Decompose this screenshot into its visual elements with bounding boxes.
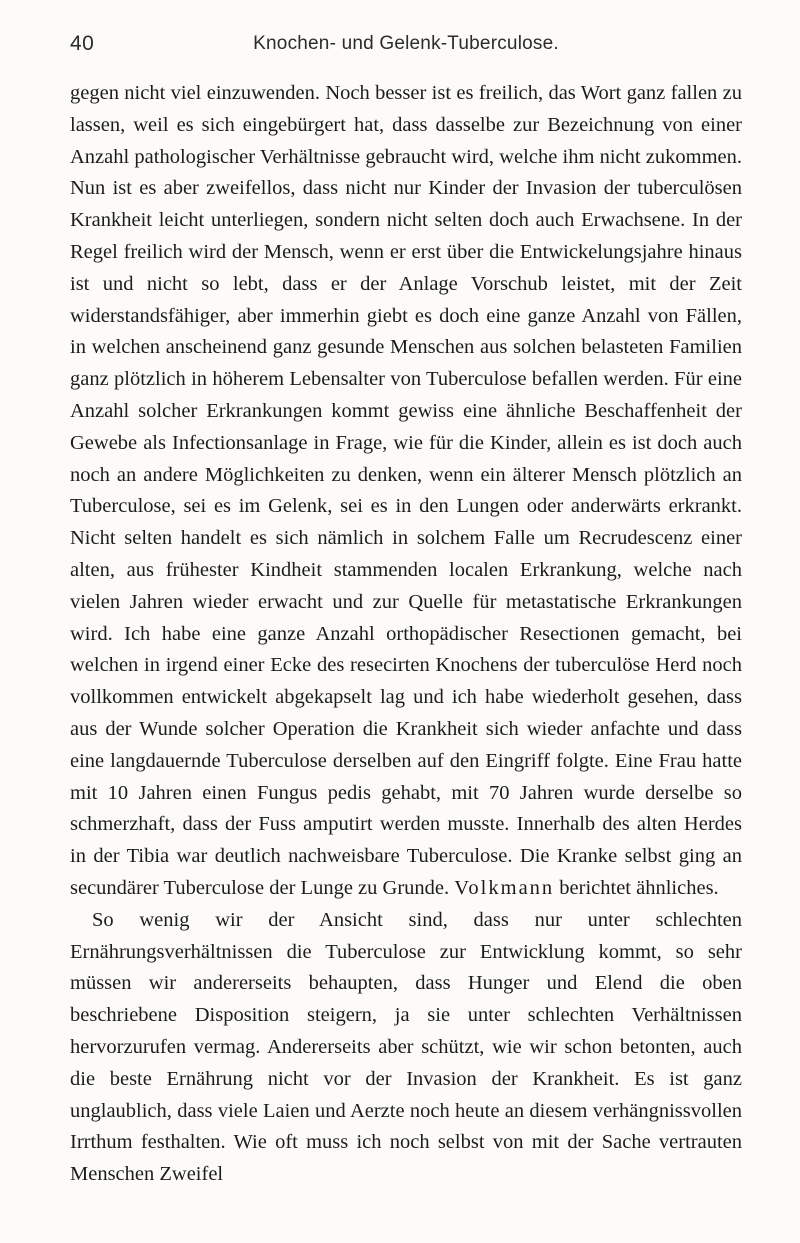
page-number: 40 (70, 32, 95, 55)
author-name-volkmann: Volkmann (454, 876, 555, 899)
paragraph-2 (70, 905, 742, 1191)
paragraph-1 (70, 78, 742, 905)
body-text (70, 78, 742, 1191)
running-title: Knochen- und Gelenk-Tuberculose. (253, 33, 559, 54)
paragraph-2-text: So wenig wir der Ansicht sind, dass nur unter schlechten Ernährungsverhältnissen die Tuberculose zur Entwicklung kommt, so sehr müssen wir andererseits behaupten, dass Hunger und Elend die oben beschriebene Disposition steigern, ja sie unter schlechten Verhältnissen hervorzurufen vermag. Andererseits aber schützt, wie wir schon betonten, auch die beste Ernährung nicht vor der Invasion der Krankheit. Es ist ganz unglaublich, dass viele Laien und Aerzte noch heute an diesem verhängnissvollen Irrthum festhalten. Wie oft muss ich noch selbst von mit der Sache vertrauten Menschen Zweifel (70, 908, 742, 1186)
page-header (70, 30, 742, 58)
paragraph-1-tail-after: berichtet ähnliches. (554, 876, 719, 899)
paragraph-1-text: gegen nicht viel einzuwenden. Noch besser ist es freilich, das Wort ganz fallen zu lassen, weil es sich eingebürgert hat, dass dasselbe zur Bezeichnung von einer Anzahl pathologischer Verhältnisse gebraucht wird, welche ihm nicht zukommen. Nun ist es aber zweifellos, dass nicht nur Kinder der Invasion der tuberculösen Krankheit leicht unterliegen, sondern nicht selten doch auch Erwachsene. In der Regel freilich wird der Mensch, wenn er erst über die Entwickelungsjahre hinaus ist und nicht so lebt, dass er der Anlage Vorschub leistet, mit der Zeit widerstandsfähiger, aber immerhin giebt es doch eine ganze Anzahl von Fällen, in welchen anscheinend ganz gesunde Menschen aus solchen belasteten Familien ganz plötzlich in höherem Lebensalter von Tuberculose befallen werden. Für eine Anzahl solcher Erkrankungen kommt gewiss eine ähnliche Beschaffenheit der Gewebe als Infectionsanlage in Frage, wie für die Kinder, allein es ist doch auch noch an andere Möglichkeiten zu denken, wenn ein älterer Mensch plötzlich an Tuberculose, sei es im Gelenk, sei es in den Lungen oder anderwärts erkrankt. Nicht selten handelt es sich nämlich in solchem Falle um Recrudescenz einer alten, aus frühester Kindheit stammenden localen Erkrankung, welche nach vielen Jahren wieder erwacht und zur Quelle für metastatische Erkrankungen wird. Ich habe eine ganze Anzahl orthopädischer Resectionen gemacht, bei welchen in irgend einer Ecke des resecirten Knochens der tuberculöse Herd noch vollkommen entwickelt abgekapselt lag und ich habe wiederholt gesehen, dass aus der Wunde solcher Operation die Krankheit sich wieder anfachte und dass eine langdauernde Tuberculose derselben auf den Eingriff folgte. Eine Frau hatte mit 10 Jahren einen Fungus pedis gehabt, mit 70 Jahren wurde derselbe so schmerzhaft, dass der Fuss amputirt werden musste. Innerhalb des alten Herdes in der Tibia war deutlich nachweisbare Tuberculose. Die Kranke selbst ging an secundärer Tuberculose der Lunge zu Grunde. (70, 82, 742, 899)
